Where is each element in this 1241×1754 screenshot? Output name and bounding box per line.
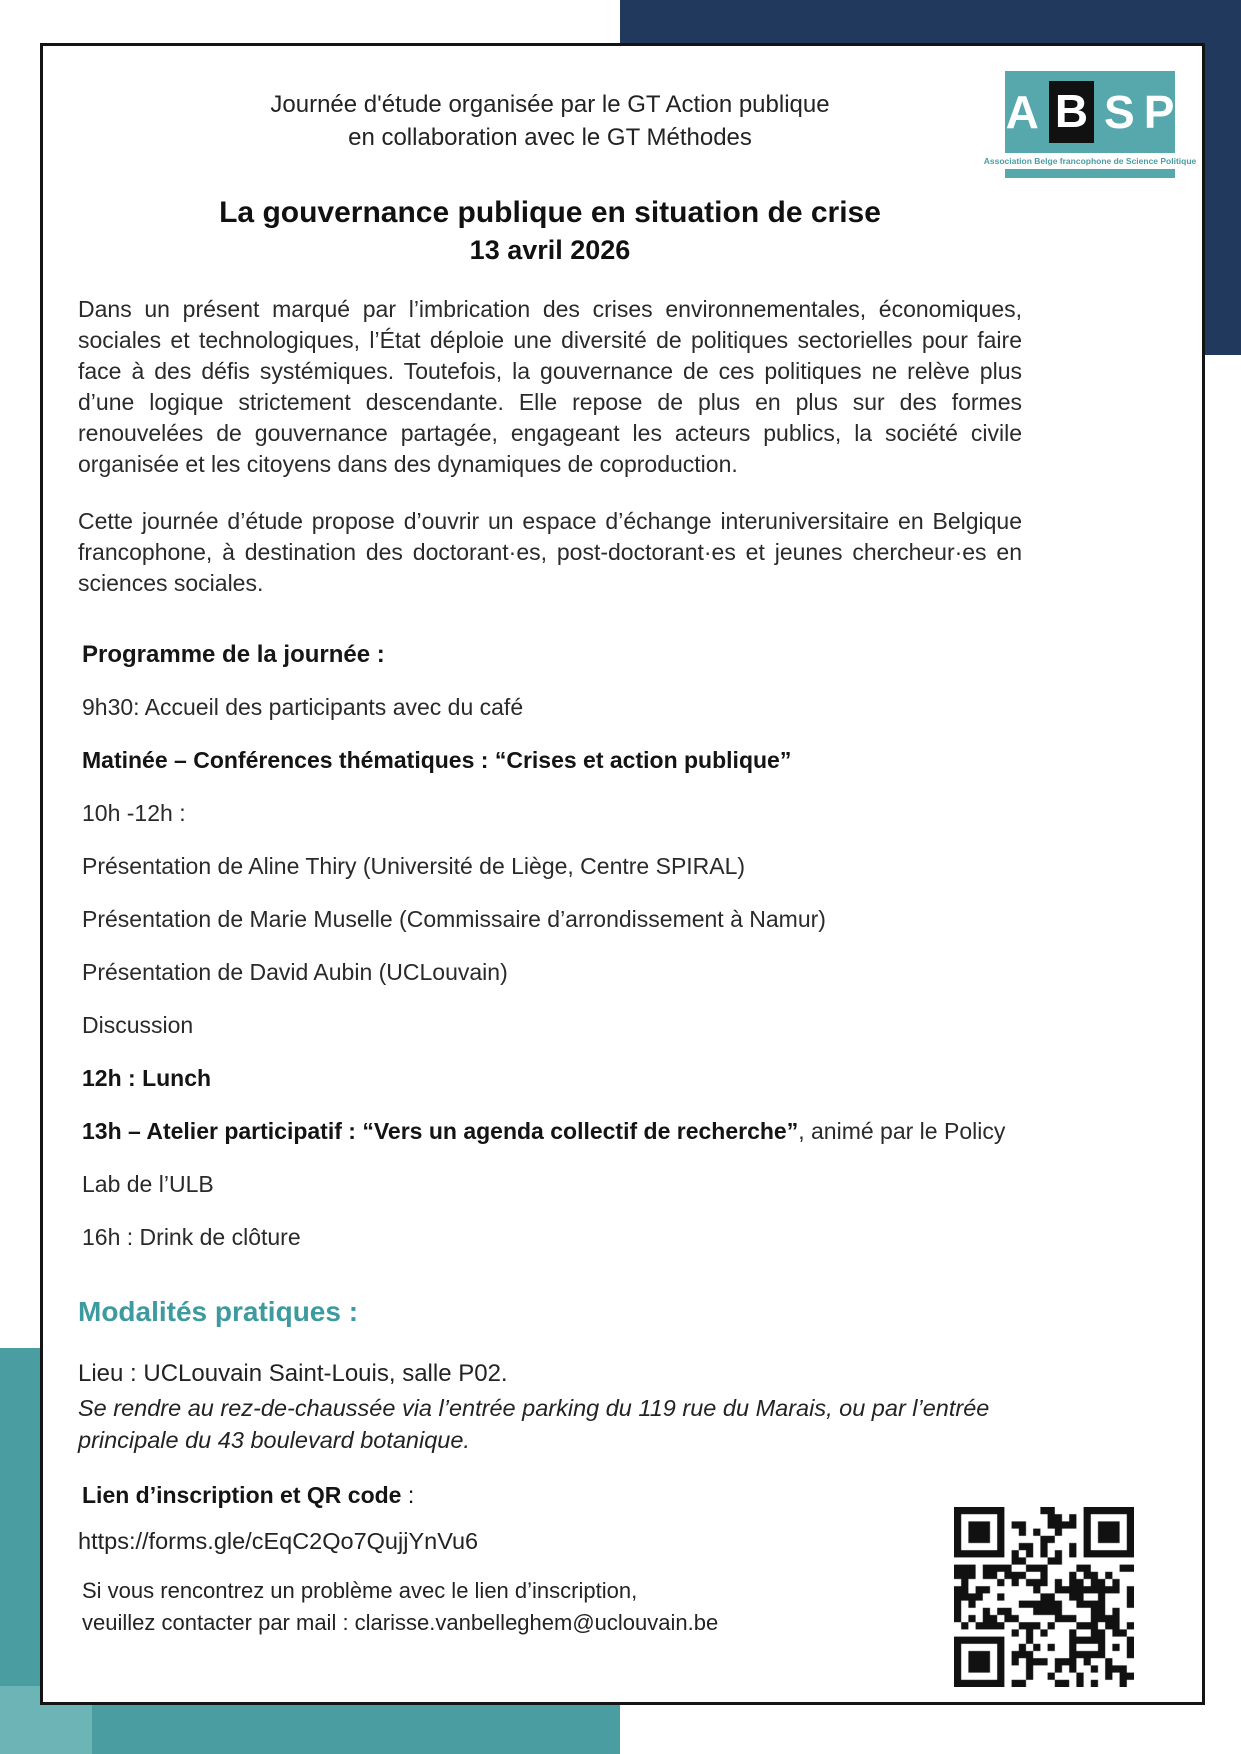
program-item-presentation-thiry: Présentation de Aline Thiry (Université de Liège, Centre SPIRAL)	[82, 853, 746, 879]
organizer-header	[78, 88, 1022, 154]
event-title: La gouvernance publique en situation de crise	[219, 196, 881, 229]
inscription-label	[82, 1482, 1022, 1509]
logo-letter-b: B	[1049, 81, 1094, 143]
qr-code[interactable]	[954, 1507, 1134, 1687]
event-date: 13 avril 2026	[469, 235, 631, 265]
program-item-atelier	[82, 1093, 1022, 1146]
absp-logo	[983, 71, 1197, 178]
logo-letter-p: P	[1143, 86, 1175, 138]
absp-logo-strip	[1005, 169, 1175, 178]
inscription-label-bold: Lien d’inscription et QR code	[82, 1482, 402, 1508]
organizer-line2: en collaboration avec le GT Méthodes	[348, 124, 752, 151]
modalites-heading: Modalités pratiques :	[78, 1296, 359, 1327]
logo-letter-a: A	[1005, 86, 1039, 138]
program-item-presentation-muselle: Présentation de Marie Muselle (Commissaire d’arrondissement à Namur)	[82, 906, 826, 932]
logo-letter-s: S	[1104, 86, 1135, 138]
inscription-url[interactable]: https://forms.gle/cEqC2Qo7QujjYnVu6	[78, 1528, 479, 1554]
program-item-atelier-rest: , animé par le Policy	[798, 1118, 1006, 1144]
inscription-label-colon: :	[401, 1482, 415, 1508]
intro-paragraph-1: Dans un présent marqué par l’imbrication des crises environnementales, économiques, sociales et technologiques, l’État déploie une diversité de politiques sectorielles pour faire face à des défis systémiques. Toutefois, la gouvernance de ces politiques ne relève plus d’une logique strictement descendante. Elle repose de plus en plus sur des formes renouvelées de gouvernance partagée, engageant les acteurs publics, la société civile organisée et les citoyens dans des dynamiques de coproduction.	[78, 296, 1022, 477]
contact-line2[interactable]: veuillez contacter par mail : clarisse.vanbelleghem@uclouvain.be	[82, 1610, 719, 1635]
program-item-horaire: 10h -12h :	[82, 800, 186, 826]
flyer-page	[40, 43, 1205, 1705]
absp-logo-letters	[1005, 71, 1175, 153]
program-list	[78, 669, 1022, 1252]
modalites-directions: Se rendre au rez-de-chaussée via l’entrée parking du 119 rue du Marais, ou par l’entrée principale du 43 boulevard botanique.	[78, 1395, 990, 1453]
program-item-discussion: Discussion	[82, 1012, 194, 1038]
program-heading: Programme de la journée :	[82, 641, 385, 668]
program-item-lab: Lab de l’ULB	[82, 1171, 214, 1197]
program-item-matinee: Matinée – Conférences thématiques : “Crises et action publique”	[82, 747, 792, 773]
contact-line1: Si vous rencontrez un problème avec le lien d’inscription,	[82, 1578, 638, 1603]
contact-block	[82, 1575, 1022, 1639]
intro-paragraph-2: Cette journée d’étude propose d’ouvrir un espace d’échange interuniversitaire en Belgique francophone, à destination des doctorant·es, post-doctorant·es et jeunes chercheur·es en sciences sociales.	[78, 508, 1022, 596]
modalites-lieu: Lieu : UCLouvain Saint-Louis, salle P02.	[78, 1360, 508, 1387]
program-item-atelier-bold: 13h – Atelier participatif : “Vers un agenda collectif de recherche”	[82, 1118, 799, 1144]
program-item-presentation-aubin: Présentation de David Aubin (UCLouvain)	[82, 959, 508, 985]
program-item-drink: 16h : Drink de clôture	[82, 1224, 301, 1250]
program-item-accueil: 9h30: Accueil des participants avec du café	[82, 694, 524, 720]
program-item-lunch: 12h : Lunch	[82, 1065, 212, 1091]
absp-logo-tagline: Association Belge francophone de Science Politique	[1005, 153, 1175, 169]
organizer-line1: Journée d'étude organisée par le GT Action publique	[270, 91, 830, 118]
